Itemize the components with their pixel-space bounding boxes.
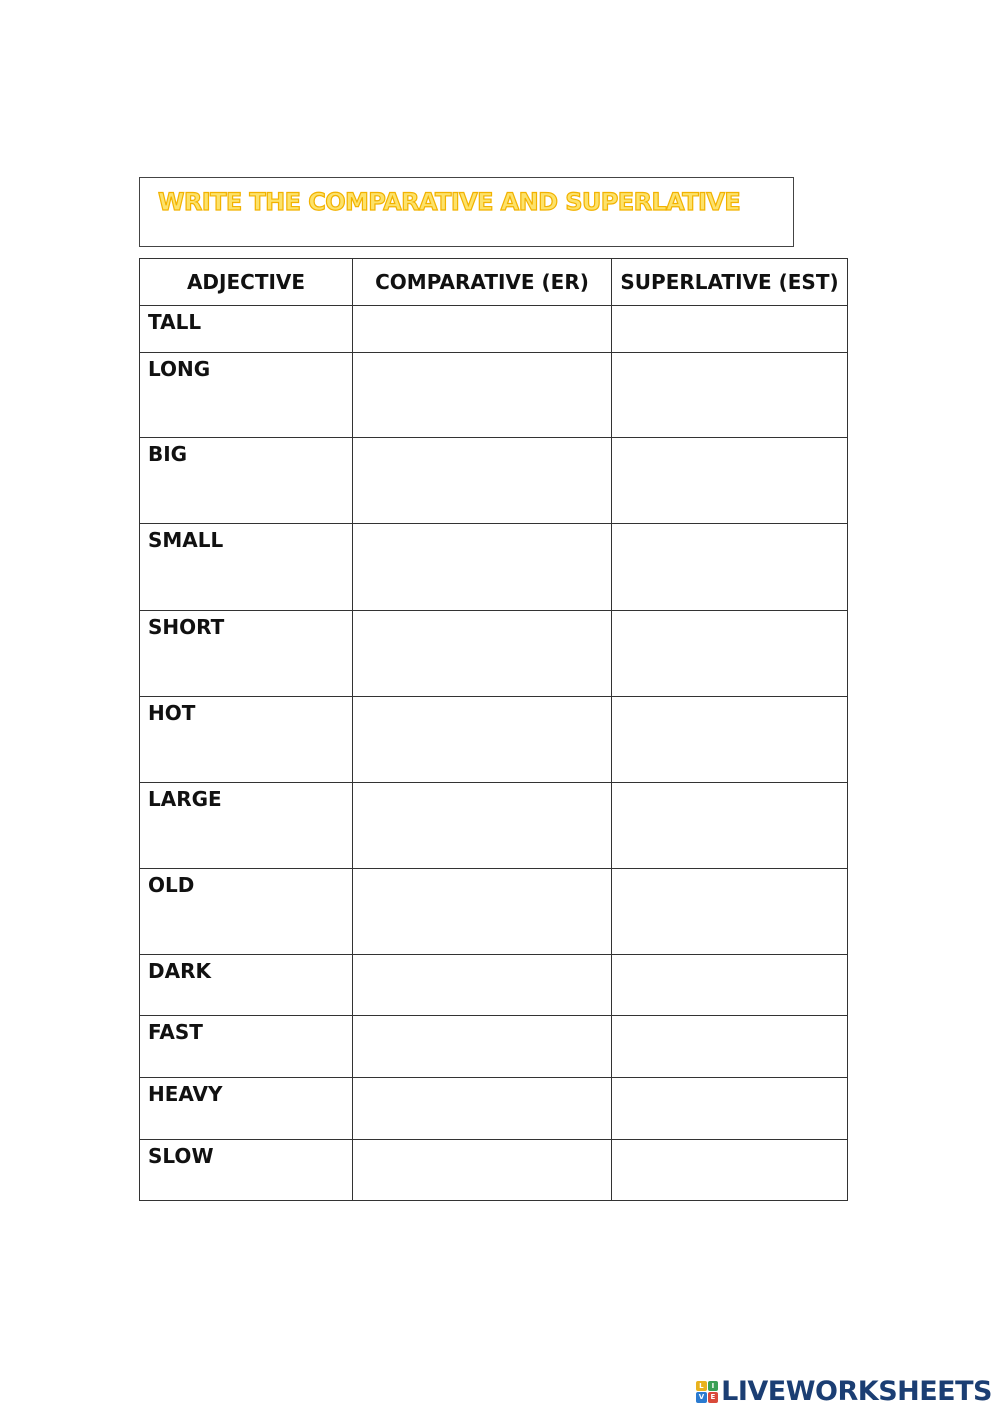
- adjective-cell: OLD: [140, 869, 353, 955]
- comparative-cell: [353, 1016, 612, 1078]
- table-row: [140, 697, 848, 783]
- comparative-cell: [353, 1078, 612, 1140]
- comparative-cell: [353, 306, 612, 353]
- worksheet-title: WRITE THE COMPARATIVE AND SUPERLATIVE: [158, 188, 741, 216]
- superlative-cell: [612, 697, 848, 783]
- adjective-cell: FAST: [140, 1016, 353, 1078]
- superlative-cell: [612, 306, 848, 353]
- superlative-input[interactable]: [612, 438, 847, 467]
- superlative-cell: [612, 783, 848, 869]
- superlative-input[interactable]: [612, 353, 847, 382]
- adjective-cell: LARGE: [140, 783, 353, 869]
- adjective-cell: SLOW: [140, 1140, 353, 1201]
- comparative-input[interactable]: [353, 1140, 611, 1169]
- comparative-cell: [353, 783, 612, 869]
- table-row: [140, 1078, 848, 1140]
- header-comparative: COMPARATIVE (ER): [353, 259, 612, 306]
- comparative-cell: [353, 697, 612, 783]
- adjective-cell: SMALL: [140, 524, 353, 611]
- table-row: [140, 1140, 848, 1201]
- liveworksheets-logo-icon: L I V E: [696, 1381, 718, 1403]
- comparative-input[interactable]: [353, 1078, 611, 1107]
- superlative-cell: [612, 611, 848, 697]
- comparative-cell: [353, 869, 612, 955]
- adjective-cell: DARK: [140, 955, 353, 1016]
- superlative-cell: [612, 353, 848, 438]
- comparative-cell: [353, 353, 612, 438]
- comparative-cell: [353, 438, 612, 524]
- table-row: [140, 524, 848, 611]
- comparative-cell: [353, 611, 612, 697]
- table-row: [140, 783, 848, 869]
- adjective-cell: TALL: [140, 306, 353, 353]
- exercise-table: [139, 258, 848, 1201]
- adjective-cell: HOT: [140, 697, 353, 783]
- comparative-input[interactable]: [353, 869, 611, 898]
- superlative-cell: [612, 524, 848, 611]
- comparative-input[interactable]: [353, 353, 611, 382]
- superlative-input[interactable]: [612, 783, 847, 812]
- header-superlative: SUPERLATIVE (EST): [612, 259, 848, 306]
- superlative-input[interactable]: [612, 524, 847, 553]
- superlative-cell: [612, 438, 848, 524]
- table-row: [140, 306, 848, 353]
- comparative-input[interactable]: [353, 783, 611, 812]
- superlative-input[interactable]: [612, 697, 847, 726]
- adjective-cell: BIG: [140, 438, 353, 524]
- comparative-input[interactable]: [353, 955, 611, 984]
- table-header-row: [140, 259, 848, 306]
- comparative-input[interactable]: [353, 306, 611, 335]
- title-box: [139, 177, 794, 247]
- logo-text: LIVEWORKSHEETS: [721, 1376, 992, 1407]
- superlative-input[interactable]: [612, 869, 847, 898]
- table-row: [140, 353, 848, 438]
- superlative-cell: [612, 1016, 848, 1078]
- superlative-cell: [612, 955, 848, 1016]
- comparative-input[interactable]: [353, 611, 611, 640]
- comparative-cell: [353, 1140, 612, 1201]
- comparative-input[interactable]: [353, 697, 611, 726]
- table-row: [140, 1016, 848, 1078]
- table-row: [140, 611, 848, 697]
- comparative-input[interactable]: [353, 438, 611, 467]
- comparative-cell: [353, 524, 612, 611]
- header-adjective: ADJECTIVE: [140, 259, 353, 306]
- adjective-cell: HEAVY: [140, 1078, 353, 1140]
- superlative-input[interactable]: [612, 1140, 847, 1169]
- superlative-input[interactable]: [612, 306, 847, 335]
- superlative-cell: [612, 1140, 848, 1201]
- superlative-input[interactable]: [612, 611, 847, 640]
- table-row: [140, 438, 848, 524]
- adjective-cell: LONG: [140, 353, 353, 438]
- adjective-cell: SHORT: [140, 611, 353, 697]
- table-row: [140, 955, 848, 1016]
- comparative-cell: [353, 955, 612, 1016]
- superlative-input[interactable]: [612, 1078, 847, 1107]
- superlative-input[interactable]: [612, 1016, 847, 1045]
- superlative-cell: [612, 1078, 848, 1140]
- liveworksheets-logo: [696, 1376, 992, 1407]
- comparative-input[interactable]: [353, 1016, 611, 1045]
- comparative-input[interactable]: [353, 524, 611, 553]
- superlative-input[interactable]: [612, 955, 847, 984]
- table-row: [140, 869, 848, 955]
- superlative-cell: [612, 869, 848, 955]
